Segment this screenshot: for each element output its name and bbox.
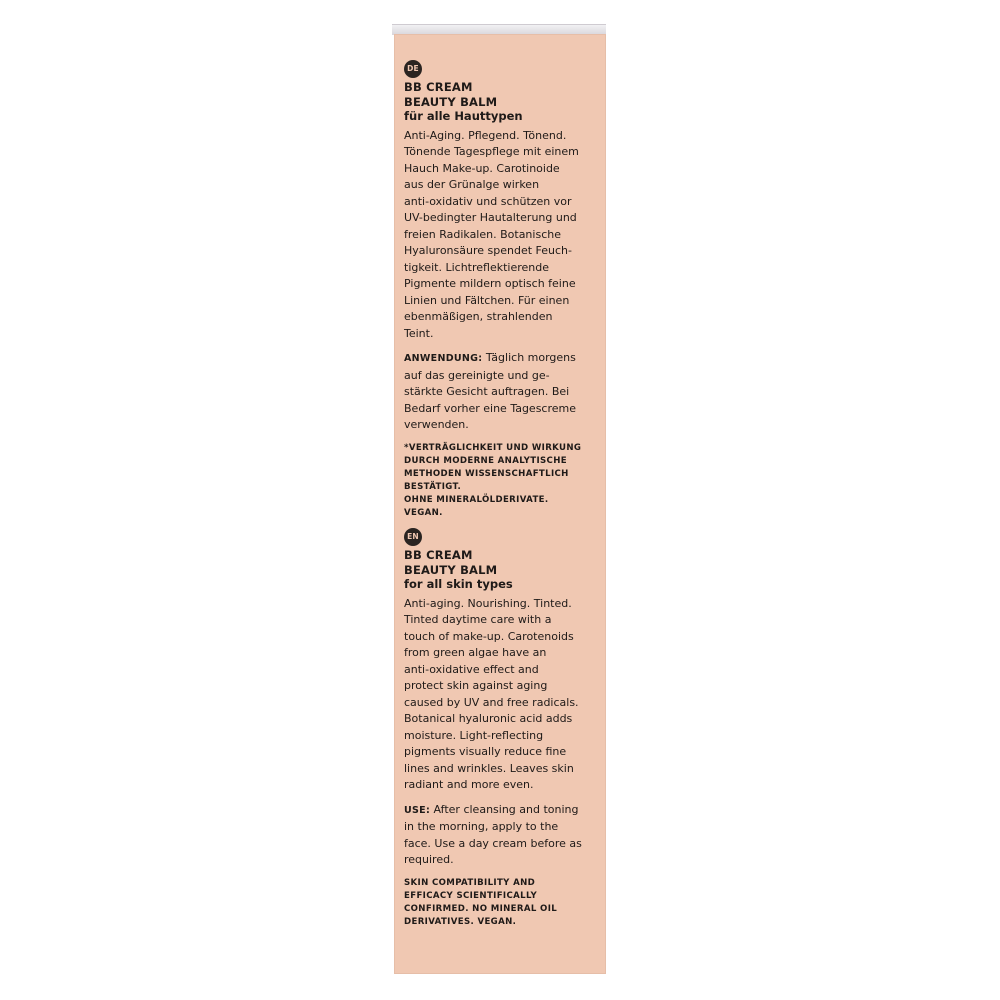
product-title-line1: BB CREAM xyxy=(404,80,473,94)
usage-paragraph xyxy=(404,350,600,434)
usage-paragraph xyxy=(404,802,600,869)
product-subtitle: for all skin types xyxy=(404,577,513,591)
usage-label: ANWENDUNG: xyxy=(404,353,483,364)
language-badge-de: DE xyxy=(404,60,422,78)
language-badge-en: EN xyxy=(404,528,422,546)
description-text: Anti-aging. Nourishing. Tinted. Tinted daytime care with a touch of make-up. Carotenoids from green algae have an anti-oxidative effect and protect skin against aging caused by UV and free radicals. Botanical hyaluronic acid adds moisture. Light-reflecting pigments visually reduce fine lines and wrinkles. Leaves skin radiant and more even. xyxy=(404,596,579,791)
usage-text: Täglich morgens auf das gereinigte und ge- stärkte Gesicht auftragen. Bei Bedarf vorher eine Tagescreme verwenden. xyxy=(404,351,577,431)
product-title-line1: BB CREAM xyxy=(404,548,473,562)
usage-text: After cleansing and toning in the morning, apply to the face. Use a day cream before as required. xyxy=(404,802,582,866)
usage-label: USE: xyxy=(404,804,431,816)
product-title-line2: BEAUTY BALM xyxy=(404,562,498,577)
product-subtitle: für alle Hauttypen xyxy=(404,109,523,123)
box-side-panel xyxy=(394,34,606,974)
compatibility-note: SKIN COMPATIBILITY AND EFFICACY SCIENTIFICALLY CONFIRMED. NO MINERAL OIL DERIVATIVES. VEGAN. xyxy=(404,877,558,927)
english-section xyxy=(404,528,600,929)
description-text: Anti-Aging. Pflegend. Tönend. Tönende Tagespflege mit einem Hauch Make-up. Carotinoide aus der Grünalge wirken anti-oxidativ und schützen vor UV-bedingter Hautalterung und freien Radikalen. Botanische Hyaluronsäure spendet Feuch- tigkeit. Lichtreflektierende Pigmente mildern optisch feine Linien und Fältchen. Für einen ebenmäßigen, strahlenden Teint. xyxy=(404,128,579,340)
product-title-line2: BEAUTY BALM xyxy=(404,94,498,109)
german-section xyxy=(404,60,600,520)
compatibility-note: *VERTRÄGLICHKEIT UND WIRKUNG DURCH MODERNE ANALYTISCHE METHODEN WISSENSCHAFTLICH BESTÄTIGT. OHNE MINERALÖLDERIVATE. VEGAN. xyxy=(404,442,582,518)
